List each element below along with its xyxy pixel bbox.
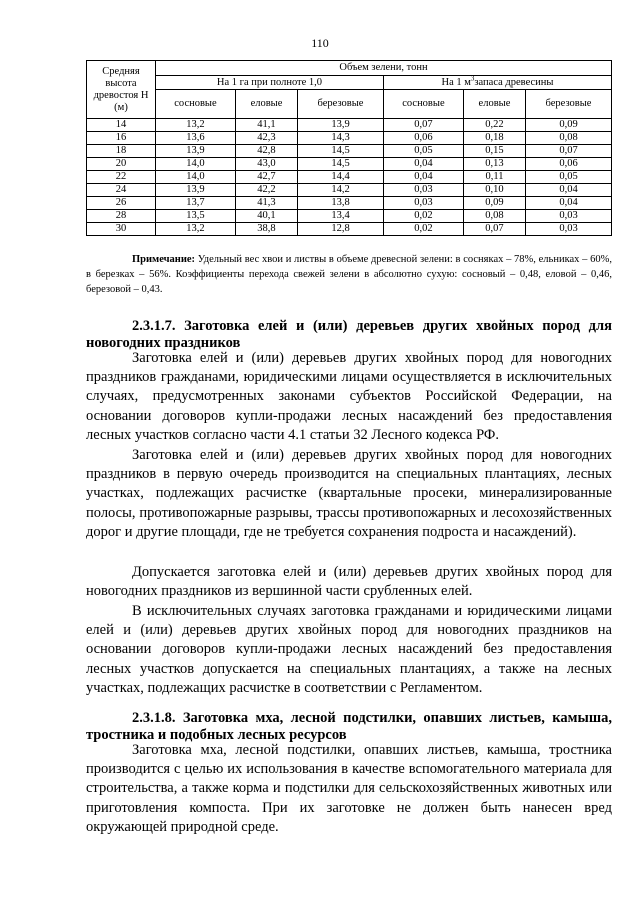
paragraph: В исключительных случаях заготовка гражданами и юридическими лицами елей и (или) деревьев других хвойных пород для новогодних праздников на основании договоров купли-продажи лесных насаждений без предоставления лесных участков допускается на специальных плантациях, а также на лесных участках, подлежащих расчистке в соответствии с Регламентом. <box>86 603 612 696</box>
value-cell: 0,03 <box>526 210 612 223</box>
value-cell: 42,7 <box>235 171 297 184</box>
value-cell: 0,02 <box>383 210 463 223</box>
value-cell: 0,02 <box>383 223 463 236</box>
value-cell: 41,1 <box>235 119 297 132</box>
value-cell: 0,18 <box>463 132 525 145</box>
value-cell: 0,09 <box>526 119 612 132</box>
header-per-hectare: На 1 га при полноте 1,0 <box>156 76 384 90</box>
height-cell: 30 <box>87 223 156 236</box>
value-cell: 0,04 <box>526 184 612 197</box>
table-row <box>87 119 612 132</box>
value-cell: 14,5 <box>298 158 384 171</box>
value-cell: 0,13 <box>463 158 525 171</box>
value-cell: 0,08 <box>463 210 525 223</box>
height-cell: 18 <box>87 145 156 158</box>
value-cell: 13,9 <box>156 145 236 158</box>
height-cell: 16 <box>87 132 156 145</box>
value-cell: 13,2 <box>156 223 236 236</box>
value-cell: 42,2 <box>235 184 297 197</box>
header-species: березовые <box>526 90 612 119</box>
value-cell: 41,3 <box>235 197 297 210</box>
value-cell: 13,9 <box>298 119 384 132</box>
value-cell: 0,04 <box>383 171 463 184</box>
value-cell: 14,2 <box>298 184 384 197</box>
value-cell: 0,03 <box>383 197 463 210</box>
height-cell: 28 <box>87 210 156 223</box>
paragraph: Допускается заготовка елей и (или) деревьев других хвойных пород для новогодних праздников из вершинной части срубленных елей. <box>86 564 612 600</box>
value-cell: 13,8 <box>298 197 384 210</box>
value-cell: 0,07 <box>463 223 525 236</box>
value-cell: 42,3 <box>235 132 297 145</box>
value-cell: 14,4 <box>298 171 384 184</box>
value-cell: 13,5 <box>156 210 236 223</box>
table-row <box>87 145 612 158</box>
value-cell: 0,07 <box>526 145 612 158</box>
header-species: еловые <box>235 90 297 119</box>
value-cell: 0,11 <box>463 171 525 184</box>
value-cell: 0,07 <box>383 119 463 132</box>
value-cell: 42,8 <box>235 145 297 158</box>
value-cell: 13,2 <box>156 119 236 132</box>
value-cell: 0,05 <box>383 145 463 158</box>
header-tree-height: Средняя высота древостоя Н (м) <box>87 61 156 119</box>
value-cell: 13,4 <box>298 210 384 223</box>
height-cell: 14 <box>87 119 156 132</box>
value-cell: 0,06 <box>526 158 612 171</box>
header-per-cubic-meter: На 1 $м^3запаса$ древесины <box>383 76 611 90</box>
table-body <box>87 119 612 236</box>
value-cell: 13,7 <box>156 197 236 210</box>
table-row <box>87 210 612 223</box>
value-cell: 0,03 <box>383 184 463 197</box>
header-volume: Объем зелени, тонн <box>156 61 612 76</box>
value-cell: 0,04 <box>383 158 463 171</box>
table-row <box>87 171 612 184</box>
header-species: сосновые <box>156 90 236 119</box>
value-cell: 0,04 <box>526 197 612 210</box>
page-number: 110 <box>311 36 329 50</box>
table-row <box>87 184 612 197</box>
header-species: березовые <box>298 90 384 119</box>
height-cell: 20 <box>87 158 156 171</box>
green-volume-table <box>86 60 612 236</box>
value-cell: 0,06 <box>383 132 463 145</box>
table-row <box>87 132 612 145</box>
value-cell: 43,0 <box>235 158 297 171</box>
value-cell: 0,03 <box>526 223 612 236</box>
table-row <box>87 223 612 236</box>
paragraph: Заготовка елей и (или) деревьев других хвойных пород для новогодних праздников гражданами, юридическими лицами осуществляется в исключительных случаях, предусмотренных законами субъектов Российской Федерации, на основании договоров купли-продажи лесных насаждений без предоставления лесных участков согласно части 4.1 статьи 32 Лесного кодекса РФ. <box>86 350 612 443</box>
value-cell: 12,8 <box>298 223 384 236</box>
value-cell: 0,05 <box>526 171 612 184</box>
height-cell: 24 <box>87 184 156 197</box>
value-cell: 0,15 <box>463 145 525 158</box>
height-cell: 22 <box>87 171 156 184</box>
section-heading-moss-harvesting: 2.3.1.8. Заготовка мха, лесной подстилки, опавших листьев, камыша, тростника и подобных лесных ресурсов <box>86 710 612 743</box>
table-row <box>87 158 612 171</box>
note-text: Удельный вес хвои и листвы в объеме древесной зелени: в сосняках – 78%, ельниках – 60%, в березках – 56%. Коэффициенты перехода свежей зелени в абсолютно сухую: сосновый – 0,48, еловой – 0,46, березовой – 0,43. <box>86 254 612 295</box>
value-cell: 0,10 <box>463 184 525 197</box>
header-species: сосновые <box>383 90 463 119</box>
value-cell: 0,08 <box>526 132 612 145</box>
value-cell: 13,9 <box>156 184 236 197</box>
value-cell: 13,6 <box>156 132 236 145</box>
value-cell: 14,0 <box>156 158 236 171</box>
paragraph: Заготовка мха, лесной подстилки, опавших листьев, камыша, тростника производится с целью их использования в качестве вспомогательного материала для строительства, а также корма и подстилки для сельскохозяйственных животных или приготовления компоста. При их заготовке не должен быть нанесен вред окружающей природной среде. <box>86 742 612 835</box>
value-cell: 14,3 <box>298 132 384 145</box>
section-heading-fir-harvesting: 2.3.1.7. Заготовка елей и (или) деревьев других хвойных пород для новогодних праздников <box>86 318 612 351</box>
value-cell: 38,8 <box>235 223 297 236</box>
value-cell: 0,09 <box>463 197 525 210</box>
value-cell: 40,1 <box>235 210 297 223</box>
table-note <box>86 252 612 297</box>
header-species: еловые <box>463 90 525 119</box>
height-cell: 26 <box>87 197 156 210</box>
value-cell: 14,5 <box>298 145 384 158</box>
note-label: Примечание: <box>132 254 196 265</box>
table-row <box>87 197 612 210</box>
value-cell: 14,0 <box>156 171 236 184</box>
paragraph: Заготовка елей и (или) деревьев других хвойных пород для новогодних праздников в первую очередь производится на специальных плантациях, лесных участках, подлежащих расчистке (квартальные просеки, минерализированные полосы, противопожарные разрывы, трассы противопожарных и лесохозяйственных дорог и другие площади, где не требуется сохранения подроста и насаждений). <box>86 447 612 540</box>
value-cell: 0,22 <box>463 119 525 132</box>
